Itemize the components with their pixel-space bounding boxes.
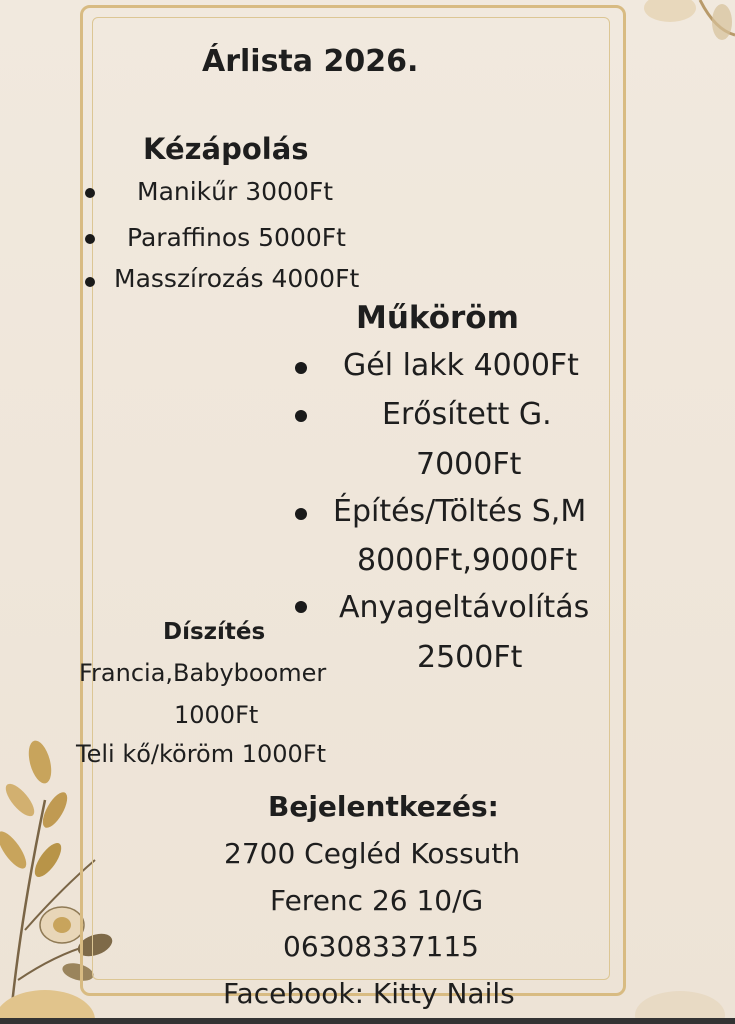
section-heading-kezapolas: Kézápolás bbox=[143, 132, 309, 166]
text-line: 1000Ft bbox=[174, 701, 259, 729]
bullet bbox=[85, 188, 95, 198]
floral-bottom-right-decoration bbox=[620, 960, 735, 1024]
bullet bbox=[295, 601, 307, 613]
text-line: Francia,Babyboomer bbox=[79, 659, 327, 687]
text-line: Teli kő/köröm 1000Ft bbox=[76, 740, 327, 768]
list-item: Építés/Töltés S,M bbox=[333, 494, 587, 529]
phone-number: 06308337115 bbox=[283, 930, 479, 963]
address-line: 2700 Cegléd Kossuth bbox=[224, 837, 521, 870]
list-item-price: 2500Ft bbox=[417, 640, 523, 675]
facebook-line: Facebook: Kitty Nails bbox=[223, 977, 515, 1010]
bullet bbox=[295, 508, 307, 520]
bullet bbox=[295, 410, 307, 422]
floral-top-right-decoration bbox=[640, 0, 735, 60]
bottom-edge-bar bbox=[0, 1018, 735, 1024]
list-item-price: 7000Ft bbox=[416, 447, 522, 482]
address-line: Ferenc 26 10/G bbox=[270, 884, 484, 917]
list-item: Paraffinos 5000Ft bbox=[127, 223, 346, 252]
list-item: Anyageltávolítás bbox=[339, 590, 590, 625]
list-item-price: 8000Ft,9000Ft bbox=[357, 543, 578, 578]
section-heading-mukorom: Műköröm bbox=[356, 300, 519, 336]
bullet bbox=[85, 277, 95, 287]
section-heading-diszites: Díszítés bbox=[163, 619, 266, 645]
list-item: Manikűr 3000Ft bbox=[137, 177, 334, 206]
page-title: Árlista 2026. bbox=[202, 44, 419, 79]
list-item: Masszírozás 4000Ft bbox=[114, 264, 360, 293]
bullet bbox=[295, 362, 307, 374]
bullet bbox=[85, 234, 95, 244]
list-item: Gél lakk 4000Ft bbox=[343, 348, 579, 383]
list-item: Erősített G. bbox=[382, 397, 552, 432]
section-heading-bejelentkezes: Bejelentkezés: bbox=[268, 790, 499, 823]
